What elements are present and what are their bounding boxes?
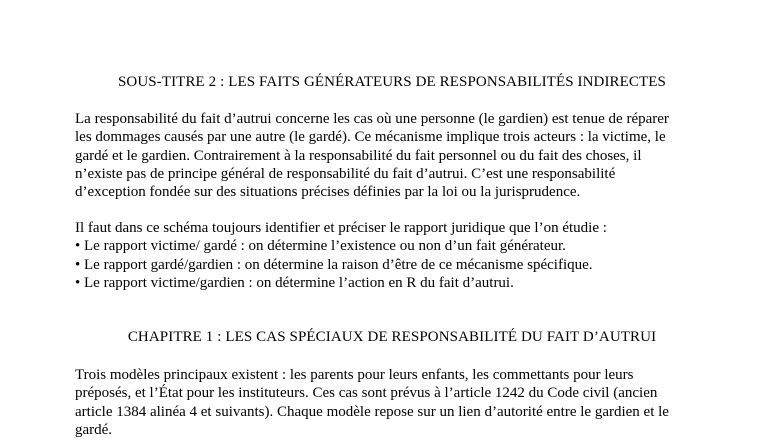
text-line: préposés, et l’État pour les instituteurs. Ces cas sont prévus à l’article 1242 du Code civil (ancien [75,385,658,402]
bullet-item: • Le rapport victime/gardien : on détermine l’action en R du fait d’autrui. [75,274,514,291]
text-line: d’exception fondée sur des situations précises définies par la loi ou la jurisprudence. [75,184,581,201]
text-line: La responsabilité du fait d’autrui concerne les cas où une personne (le gardien) est tenue de réparer [75,111,669,127]
text-line: les dommages causés par une autre (le gardé). Ce mécanisme implique trois acteurs : la victime, le [75,129,666,146]
text-line: gardé et le gardien. Contrairement à la responsabilité du fait personnel ou du fait des choses, il [75,147,642,164]
intro-paragraph [75,110,715,201]
text-line: article 1384 alinéa 4 et suivants). Chaque modèle repose sur un lien d’autorité entre le gardien et le [75,403,669,420]
text-line: Trois modèles principaux existent : les parents pour leurs enfants, les commettants pour leurs [75,367,634,383]
relations-paragraph [75,219,715,292]
bullet-item: • Le rapport gardé/gardien : on détermine la raison d’être de ce mécanisme spécifique. [75,256,593,273]
text-line: n’existe pas de principe général de responsabilité du fait d’autrui. C’est une responsabilité [75,165,616,182]
text-line: gardé. [75,421,113,438]
chapter-heading: CHAPITRE 1 : LES CAS SPÉCIAUX DE RESPONSABILITÉ DU FAIT D’AUTRUI [127,329,657,345]
text-line: Il faut dans ce schéma toujours identifier et préciser le rapport juridique que l’on étudie : [75,220,607,236]
subtitle-heading: SOUS-TITRE 2 : LES FAITS GÉNÉRATEURS DE RESPONSABILITÉS INDIRECTES [117,74,666,90]
bullet-item: • Le rapport victime/ gardé : on détermine l’existence ou non d’un fait générateur. [75,238,566,255]
chapter-paragraph [75,366,715,439]
